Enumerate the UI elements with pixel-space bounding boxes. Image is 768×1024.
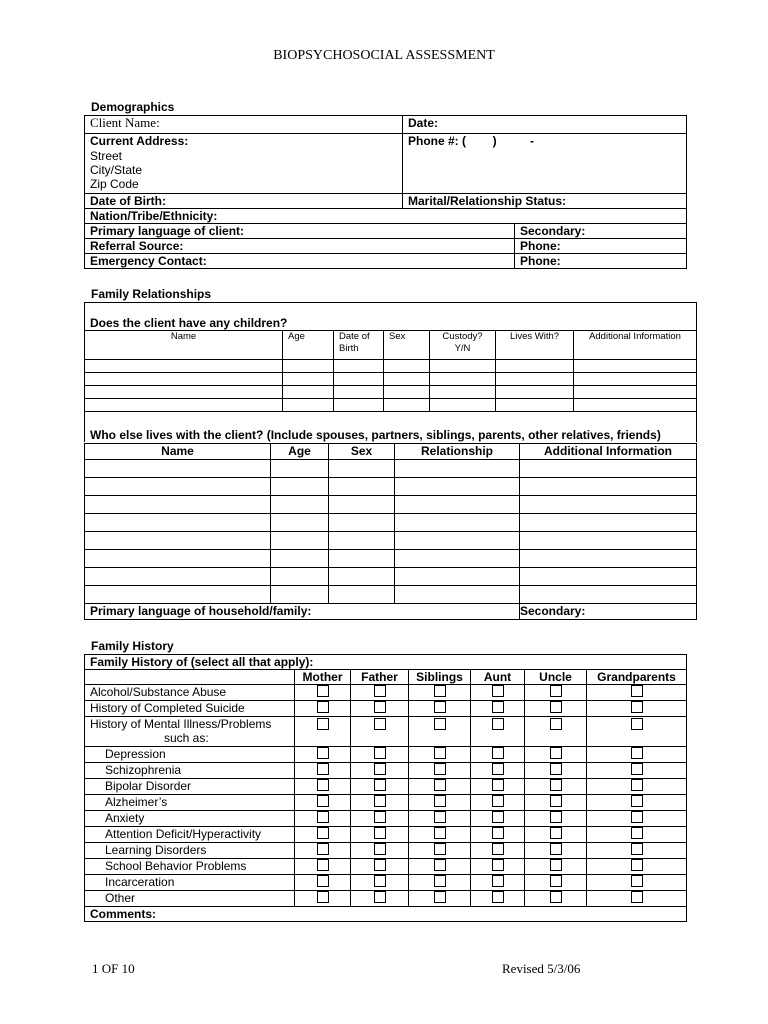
checkbox[interactable]	[631, 827, 643, 839]
family-history-cell	[471, 717, 525, 747]
household-language-field[interactable]: Primary language of household/family:	[85, 604, 520, 620]
checkbox[interactable]	[550, 779, 562, 791]
family-history-label-text: Learning Disorders	[105, 843, 207, 857]
children-col-sex: Sex	[384, 331, 430, 360]
checkbox[interactable]	[492, 811, 504, 823]
family-history-cell	[295, 811, 351, 827]
checkbox[interactable]	[550, 859, 562, 871]
family-history-cell	[295, 859, 351, 875]
family-history-cell	[409, 843, 471, 859]
family-history-row	[85, 685, 687, 701]
referral-phone-field[interactable]: Phone:	[515, 239, 687, 254]
family-history-cell	[351, 795, 409, 811]
checkbox[interactable]	[631, 875, 643, 887]
family-history-cell	[525, 717, 587, 747]
family-history-cell	[525, 763, 587, 779]
family-history-row	[85, 811, 687, 827]
checkbox[interactable]	[631, 891, 643, 903]
family-history-label	[85, 685, 295, 701]
family-history-label-text: such as:	[164, 731, 209, 745]
family-history-row	[85, 779, 687, 795]
family-history-cell	[587, 763, 687, 779]
checkbox[interactable]	[374, 747, 386, 759]
family-history-cell	[525, 795, 587, 811]
family-history-cell	[525, 811, 587, 827]
family-history-cell	[351, 779, 409, 795]
checkbox[interactable]	[492, 875, 504, 887]
checkbox[interactable]	[434, 891, 446, 903]
checkbox[interactable]	[631, 779, 643, 791]
checkbox[interactable]	[374, 843, 386, 855]
family-history-row	[85, 795, 687, 811]
family-history-cell	[351, 763, 409, 779]
family-history-row	[85, 827, 687, 843]
family-history-cell	[409, 717, 471, 747]
family-history-cell	[471, 701, 525, 717]
family-history-cell	[587, 717, 687, 747]
family-history-label-text: Bipolar Disorder	[105, 779, 192, 793]
family-history-subheading: Family History of (select all that apply):	[85, 655, 687, 670]
checkbox[interactable]	[374, 685, 386, 697]
family-history-cell	[351, 685, 409, 701]
page-number: 1 OF 10	[92, 961, 135, 976]
secondary-language-field[interactable]: Secondary:	[515, 224, 687, 239]
checkbox[interactable]	[434, 795, 446, 807]
checkbox[interactable]	[492, 763, 504, 775]
address-field[interactable]	[85, 134, 403, 194]
family-history-label-text: History of Mental Illness/Problems	[90, 717, 272, 731]
checkbox[interactable]	[492, 701, 504, 713]
household-col-info: Additional Information	[520, 444, 697, 460]
family-history-cell	[471, 685, 525, 701]
checkbox[interactable]	[492, 779, 504, 791]
family-history-cell	[295, 875, 351, 891]
family-history-row	[85, 747, 687, 763]
checkbox[interactable]	[434, 779, 446, 791]
family-history-cell	[295, 685, 351, 701]
checkbox[interactable]	[317, 827, 329, 839]
table-row[interactable]	[85, 460, 697, 478]
family-history-cell	[471, 891, 525, 907]
family-history-cell	[295, 827, 351, 843]
family-history-label-text: Attention Deficit/Hyperactivity	[105, 827, 262, 841]
family-history-cell	[525, 685, 587, 701]
checkbox[interactable]	[550, 795, 562, 807]
zip-label: Zip Code	[90, 177, 139, 191]
checkbox[interactable]	[631, 843, 643, 855]
family-history-label-text: Anxiety	[105, 811, 145, 825]
family-history-cell	[351, 717, 409, 747]
family-history-label	[85, 827, 295, 843]
family-history-cell	[525, 859, 587, 875]
family-history-label	[85, 843, 295, 859]
checkbox[interactable]	[631, 859, 643, 871]
checkbox[interactable]	[434, 827, 446, 839]
page-title: BIOPSYCHOSOCIAL ASSESSMENT	[273, 48, 495, 63]
children-col-dob: Date of Birth	[334, 331, 384, 360]
family-history-cell	[295, 779, 351, 795]
checkbox[interactable]	[631, 701, 643, 713]
table-row[interactable]	[85, 550, 697, 568]
family-history-cell	[409, 701, 471, 717]
children-col-name: Name	[85, 331, 283, 360]
children-col-lives-with: Lives With?	[496, 331, 574, 360]
family-history-cell	[471, 827, 525, 843]
checkbox[interactable]	[374, 891, 386, 903]
family-history-cell	[295, 763, 351, 779]
fh-col-aunt: Aunt	[471, 670, 525, 685]
family-history-cell	[351, 701, 409, 717]
family-history-row	[85, 701, 687, 717]
checkbox[interactable]	[550, 701, 562, 713]
checkbox[interactable]	[492, 891, 504, 903]
family-history-label-text: History of Completed Suicide	[90, 701, 245, 715]
table-row[interactable]	[85, 586, 697, 604]
checkbox[interactable]	[550, 827, 562, 839]
checkbox[interactable]	[550, 685, 562, 697]
checkbox[interactable]	[631, 718, 643, 730]
children-question: Does the client have any children?	[85, 303, 697, 331]
family-history-label	[85, 717, 295, 747]
checkbox[interactable]	[631, 747, 643, 759]
checkbox[interactable]	[317, 763, 329, 775]
phone-field[interactable]: Phone #: ( ) -	[403, 134, 687, 194]
nation-field[interactable]: Nation/Tribe/Ethnicity:	[85, 209, 687, 224]
family-history-cell	[409, 747, 471, 763]
family-history-cell	[351, 891, 409, 907]
fh-col-father: Father	[351, 670, 409, 685]
emergency-field[interactable]: Emergency Contact:	[85, 254, 515, 269]
table-row[interactable]	[85, 386, 697, 399]
client-name-field[interactable]: Client Name:	[85, 116, 403, 134]
family-history-label-text: Other	[105, 891, 136, 905]
family-history-cell	[351, 875, 409, 891]
family-history-cell	[587, 811, 687, 827]
children-col-info: Additional Information	[574, 331, 697, 360]
family-history-row	[85, 763, 687, 779]
family-history-cell	[471, 843, 525, 859]
checkbox[interactable]	[550, 875, 562, 887]
fh-col-mother: Mother	[295, 670, 351, 685]
checkbox[interactable]	[434, 718, 446, 730]
family-history-cell	[587, 827, 687, 843]
family-history-cell	[471, 859, 525, 875]
family-history-label-text: School Behavior Problems	[105, 859, 247, 873]
checkbox[interactable]	[492, 795, 504, 807]
family-history-cell	[351, 811, 409, 827]
checkbox[interactable]	[434, 701, 446, 713]
checkbox[interactable]	[492, 859, 504, 871]
checkbox[interactable]	[317, 685, 329, 697]
family-history-cell	[295, 747, 351, 763]
checkbox[interactable]	[374, 859, 386, 871]
checkbox[interactable]	[317, 779, 329, 791]
family-history-cell	[409, 763, 471, 779]
demographics-heading: Demographics	[91, 100, 175, 114]
city-label: City/State	[90, 163, 143, 177]
family-history-cell	[409, 875, 471, 891]
table-row[interactable]	[85, 360, 697, 373]
table-row[interactable]	[85, 532, 697, 550]
family-history-cell	[525, 875, 587, 891]
family-history-cell	[295, 795, 351, 811]
family-history-cell	[587, 843, 687, 859]
family-history-cell	[295, 701, 351, 717]
family-history-cell	[525, 779, 587, 795]
family-history-cell	[409, 811, 471, 827]
family-history-label-text: Alcohol/Substance Abuse	[90, 685, 227, 699]
family-history-cell	[295, 843, 351, 859]
checkbox[interactable]	[492, 718, 504, 730]
family-history-label-text: Schizophrenia	[105, 763, 182, 777]
family-history-row	[85, 875, 687, 891]
primary-language-field[interactable]: Primary language of client:	[85, 224, 515, 239]
family-history-row	[85, 717, 687, 747]
family-history-label	[85, 763, 295, 779]
family-history-cell	[587, 701, 687, 717]
checkbox[interactable]	[550, 811, 562, 823]
table-row[interactable]	[85, 399, 697, 412]
family-history-cell	[587, 685, 687, 701]
family-history-cell	[471, 795, 525, 811]
checkbox[interactable]	[434, 811, 446, 823]
fh-col-grandparents: Grandparents	[587, 670, 687, 685]
family-history-label-text: Alzheimer’s	[105, 795, 168, 809]
checkbox[interactable]	[434, 685, 446, 697]
family-history-cell	[409, 827, 471, 843]
family-history-label	[85, 747, 295, 763]
table-row[interactable]	[85, 373, 697, 386]
date-field[interactable]: Date:	[403, 116, 687, 134]
checkbox[interactable]	[434, 859, 446, 871]
family-history-cell	[295, 717, 351, 747]
checkbox[interactable]	[550, 718, 562, 730]
children-col-custody: Custody? Y/N	[430, 331, 496, 360]
family-history-cell	[295, 891, 351, 907]
family-history-cell	[351, 843, 409, 859]
checkbox[interactable]	[317, 718, 329, 730]
family-history-cell	[409, 859, 471, 875]
family-history-cell	[587, 859, 687, 875]
family-history-cell	[525, 747, 587, 763]
demographics-table	[84, 115, 687, 269]
family-history-cell	[351, 747, 409, 763]
family-history-cell	[351, 859, 409, 875]
family-history-cell	[587, 795, 687, 811]
table-row[interactable]	[85, 496, 697, 514]
referral-field[interactable]: Referral Source:	[85, 239, 515, 254]
checkbox[interactable]	[374, 827, 386, 839]
family-history-table	[84, 654, 687, 922]
checkbox[interactable]	[550, 747, 562, 759]
family-history-label	[85, 891, 295, 907]
comments-field[interactable]: Comments:	[85, 907, 687, 922]
family-history-cell	[471, 747, 525, 763]
checkbox[interactable]	[317, 811, 329, 823]
checkbox[interactable]	[374, 875, 386, 887]
family-history-row	[85, 891, 687, 907]
checkbox[interactable]	[631, 763, 643, 775]
household-secondary-field[interactable]: Secondary:	[520, 604, 697, 620]
checkbox[interactable]	[550, 891, 562, 903]
checkbox[interactable]	[374, 763, 386, 775]
checkbox[interactable]	[374, 795, 386, 807]
table-row[interactable]	[85, 514, 697, 532]
household-col-sex: Sex	[329, 444, 395, 460]
table-row[interactable]	[85, 568, 697, 586]
family-history-cell	[471, 763, 525, 779]
checkbox[interactable]	[434, 747, 446, 759]
table-row[interactable]	[85, 478, 697, 496]
checkbox[interactable]	[434, 843, 446, 855]
family-history-cell	[587, 875, 687, 891]
family-history-row	[85, 843, 687, 859]
checkbox[interactable]	[434, 763, 446, 775]
family-history-label	[85, 795, 295, 811]
checkbox[interactable]	[317, 701, 329, 713]
checkbox[interactable]	[374, 701, 386, 713]
household-col-relationship: Relationship	[395, 444, 520, 460]
family-history-cell	[409, 795, 471, 811]
family-history-cell	[471, 779, 525, 795]
fh-col-siblings: Siblings	[409, 670, 471, 685]
family-history-label	[85, 811, 295, 827]
emergency-phone-field[interactable]: Phone:	[515, 254, 687, 269]
checkbox[interactable]	[492, 747, 504, 759]
household-col-name: Name	[85, 444, 271, 460]
family-history-label	[85, 701, 295, 717]
family-history-row	[85, 859, 687, 875]
family-history-cell	[525, 827, 587, 843]
address-label: Current Address:	[90, 134, 189, 148]
family-history-cell	[587, 779, 687, 795]
family-history-cell	[587, 891, 687, 907]
family-history-label-text: Depression	[105, 747, 166, 761]
checkbox[interactable]	[317, 795, 329, 807]
checkbox[interactable]	[434, 875, 446, 887]
checkbox[interactable]	[374, 718, 386, 730]
checkbox[interactable]	[317, 859, 329, 871]
checkbox[interactable]	[550, 843, 562, 855]
household-col-age: Age	[271, 444, 329, 460]
family-history-cell	[409, 779, 471, 795]
checkbox[interactable]	[317, 843, 329, 855]
marital-field[interactable]: Marital/Relationship Status:	[403, 194, 687, 209]
checkbox[interactable]	[631, 685, 643, 697]
children-table	[84, 302, 697, 442]
family-history-label-text: Incarceration	[105, 875, 175, 889]
fh-col-uncle: Uncle	[525, 670, 587, 685]
family-relationships-heading: Family Relationships	[91, 287, 212, 301]
checkbox[interactable]	[317, 891, 329, 903]
family-history-cell	[351, 827, 409, 843]
checkbox[interactable]	[374, 779, 386, 791]
dob-field[interactable]: Date of Birth:	[85, 194, 403, 209]
family-history-cell	[587, 747, 687, 763]
checkbox[interactable]	[492, 827, 504, 839]
household-table	[84, 443, 697, 620]
checkbox[interactable]	[631, 795, 643, 807]
checkbox[interactable]	[492, 685, 504, 697]
family-history-cell	[525, 891, 587, 907]
street-label: Street	[90, 149, 123, 163]
checkbox[interactable]	[317, 747, 329, 759]
family-history-cell	[471, 811, 525, 827]
others-question: Who else lives with the client? (Include spouses, partners, siblings, parents, other relatives, friends)	[85, 412, 697, 442]
family-history-label	[85, 875, 295, 891]
checkbox[interactable]	[374, 811, 386, 823]
revised-date: Revised 5/3/06	[502, 961, 581, 976]
checkbox[interactable]	[317, 875, 329, 887]
family-history-cell	[471, 875, 525, 891]
children-col-age: Age	[283, 331, 334, 360]
family-history-cell	[525, 701, 587, 717]
checkbox[interactable]	[631, 811, 643, 823]
checkbox[interactable]	[550, 763, 562, 775]
family-history-label	[85, 859, 295, 875]
family-history-cell	[409, 685, 471, 701]
family-history-label	[85, 779, 295, 795]
family-history-cell	[525, 843, 587, 859]
checkbox[interactable]	[492, 843, 504, 855]
family-history-cell	[409, 891, 471, 907]
family-history-heading: Family History	[91, 639, 174, 653]
